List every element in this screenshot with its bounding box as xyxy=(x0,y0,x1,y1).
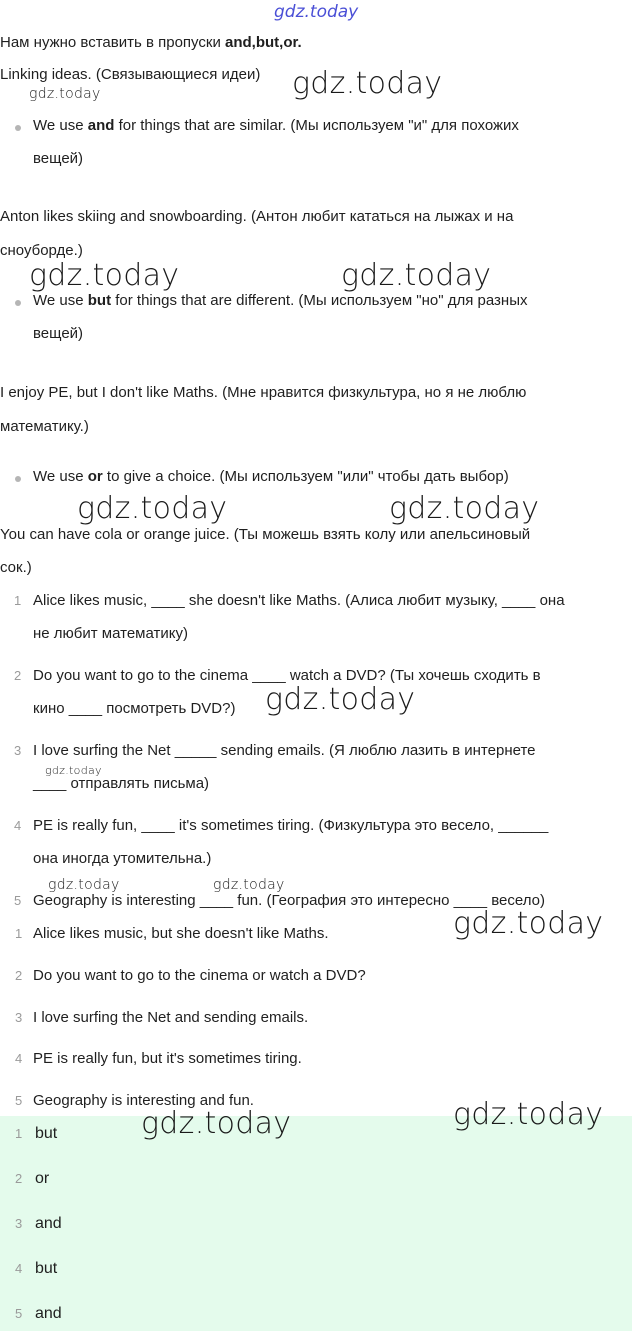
rule-1-line1 xyxy=(33,109,519,143)
answer-number: 2 xyxy=(15,968,23,983)
exercise-number: 4 xyxy=(14,818,22,833)
intro-text xyxy=(0,26,302,60)
watermark: gdz.today xyxy=(213,877,285,893)
answer-3: I love surfing the Net and sending emails. xyxy=(33,1009,309,1026)
watermark: gdz.today xyxy=(29,258,180,293)
answer-1: Alice likes music, but she doesn't like Maths. xyxy=(33,925,329,942)
watermark: gdz.today xyxy=(141,1106,292,1141)
short-answer-number: 3 xyxy=(15,1216,23,1231)
linking-title: Linking ideas. (Связывающиеся идеи) xyxy=(0,66,261,83)
exercise-5-line1: Geography is interesting ____ fun. (География это интересно ____ весело) xyxy=(33,892,545,909)
intro-pre: Нам нужно вставить в пропуски xyxy=(0,34,225,51)
answer-2: Do you want to go to the cinema or watch a DVD? xyxy=(33,967,366,984)
rule-1-example-line1: Anton likes skiing and snowboarding. (Антон любит кататься на лыжах и на xyxy=(0,208,514,225)
rule-1-example-line2: сноуборде.) xyxy=(0,242,83,259)
exercise-number: 3 xyxy=(14,743,22,758)
rule-1-pre: We use xyxy=(33,117,88,134)
short-answer-1: but xyxy=(35,1125,58,1142)
rule-2-example-line2: математику.) xyxy=(0,418,89,435)
exercise-4-line1: PE is really fun, ____ it's sometimes tiring. (Физкультура это весело, ______ xyxy=(33,817,549,834)
watermark: gdz.today xyxy=(29,86,101,102)
rule-3-post: to give a choice. (Мы используем "или" чтобы дать выбор) xyxy=(102,468,509,485)
rule-2-line2: вещей) xyxy=(33,325,84,342)
exercise-4-line2: она иногда утомительна.) xyxy=(33,850,212,867)
answer-number: 4 xyxy=(15,1051,23,1066)
short-answer-number: 1 xyxy=(15,1126,23,1141)
answer-4: PE is really fun, but it's sometimes tiring. xyxy=(33,1050,302,1067)
watermark: gdz.today xyxy=(48,877,120,893)
rule-1-post: for things that are similar. (Мы используем "и" для похожих xyxy=(114,117,519,134)
answer-number: 5 xyxy=(15,1093,23,1108)
short-answer-3: and xyxy=(35,1215,62,1232)
watermark: gdz.today xyxy=(45,764,102,777)
rule-2-pre: We use xyxy=(33,292,88,309)
answer-number: 1 xyxy=(15,926,23,941)
rule-2-bold: but xyxy=(87,292,112,309)
answer-5: Geography is interesting and fun. xyxy=(33,1092,254,1109)
rule-3-example-line1: You can have cola or orange juice. (Ты можешь взять колу или апельсиновый xyxy=(0,526,531,543)
short-answer-number: 2 xyxy=(15,1171,23,1186)
site-logo[interactable]: gdz.today xyxy=(274,2,359,22)
watermark: gdz.today xyxy=(389,491,540,526)
exercise-number: 1 xyxy=(14,593,22,608)
exercise-2-line2: кино ____ посмотреть DVD?) xyxy=(33,700,236,717)
rule-3-pre: We use xyxy=(33,468,88,485)
short-answer-4: but xyxy=(35,1260,58,1277)
short-answer-2: or xyxy=(35,1170,50,1187)
short-answer-number: 5 xyxy=(15,1306,23,1321)
exercise-2-line1: Do you want to go to the cinema ____ watch a DVD? (Ты хочешь сходить в xyxy=(33,667,541,684)
short-answer-number: 4 xyxy=(15,1261,23,1276)
rule-1-line2: вещей) xyxy=(33,150,84,167)
watermark: gdz.today xyxy=(453,1097,604,1132)
exercise-1-line1: Alice likes music, ____ she doesn't like Maths. (Алиса любит музыку, ____ она xyxy=(33,592,565,609)
watermark: gdz.today xyxy=(77,491,228,526)
short-answer-5: and xyxy=(35,1305,62,1322)
bullet-icon xyxy=(15,476,21,482)
rule-3-example-line2: сок.) xyxy=(0,559,32,576)
watermark: gdz.today xyxy=(453,906,604,941)
exercise-number: 2 xyxy=(14,668,22,683)
answer-number: 3 xyxy=(15,1010,23,1025)
watermark: gdz.today xyxy=(341,258,492,293)
watermark: gdz.today xyxy=(292,66,443,101)
exercise-3-line2: ____ отправлять письма) xyxy=(33,775,210,792)
exercise-1-line2: не любит математику) xyxy=(33,625,188,642)
short-answers-panel xyxy=(0,1116,632,1331)
exercise-3-line1: I love surfing the Net _____ sending emails. (Я люблю лазить в интернете xyxy=(33,742,536,759)
rule-1-bold: and xyxy=(87,117,115,134)
exercise-number: 5 xyxy=(14,893,22,908)
intro-bold: and,but,or. xyxy=(225,34,302,51)
rule-2-example-line1: I enjoy PE, but I don't like Maths. (Мне нравится физкультура, но я не люблю xyxy=(0,384,527,401)
watermark: gdz.today xyxy=(265,682,416,717)
rule-3-bold: or xyxy=(87,468,103,485)
rule-3-line1 xyxy=(33,460,509,494)
bullet-icon xyxy=(15,300,21,306)
bullet-icon xyxy=(15,125,21,131)
rule-2-post: for things that are different. (Мы используем "но" для разных xyxy=(111,292,528,309)
